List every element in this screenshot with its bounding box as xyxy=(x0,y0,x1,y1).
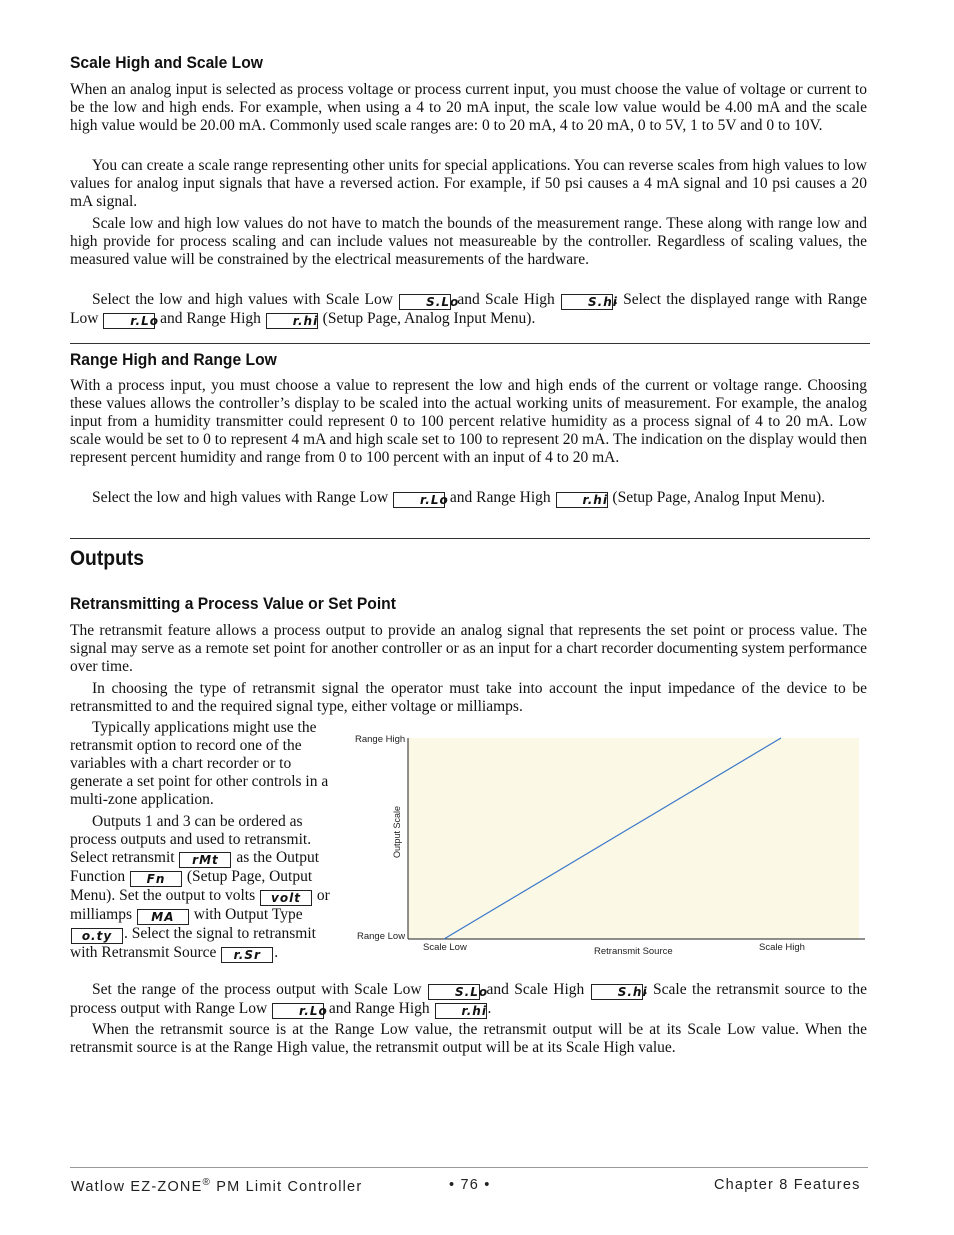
y-axis-label: Output Scale xyxy=(392,805,402,858)
text-run: and Scale High xyxy=(457,291,555,308)
plot-area xyxy=(408,738,859,939)
section-divider xyxy=(70,538,870,539)
text-run: and Range High xyxy=(328,1000,430,1017)
footer-chapter: Chapter 8 Features xyxy=(714,1177,861,1193)
paragraph: With a process input, you must choose a value to represent the low and high ends of the current or voltage range. Choosing these values allows the controller’s display to be scaled into the actual working units of measurement. For example, the analog input from a humidity transmitter could represent 0 to 100 percent relative humidity as a process signal of 4 to 20 mA. Low scale would be set to 0 to represent 4 mA and high scale set to 100 to represent 20 mA. The indication on the display would then represent percent humidity and range from 0 to 100 percent with an input of 4 to 20 mA. xyxy=(70,377,867,466)
paragraph-codes xyxy=(70,813,345,963)
paragraph: Scale low and high low values do not have to match the bounds of the measurement range. These along with range low and high provide for process scaling and can include values not measureable by the controller. Regardless of scaling values, the measured value will be constrained by the electrical measurements of the hardware. xyxy=(70,215,867,268)
paragraph: You can create a scale range representing other units for special applications. You can reverse scales from high values to low values for analog input signals that have a reversed action. For example, if 50 psi causes a 4 mA signal and 10 psi causes a 20 mA signal. xyxy=(70,157,867,210)
footer-product xyxy=(71,1177,362,1195)
section-divider xyxy=(70,343,870,344)
text-run: Outputs 1 and 3 can be ordered as process outputs and used to retransmit. Select retransmit xyxy=(70,813,312,866)
section-heading-scale: Scale High and Scale Low xyxy=(70,53,263,72)
page-number: • 76 • xyxy=(449,1177,491,1193)
display-code-range-low: r.Lo xyxy=(393,492,445,508)
display-code-retransmit: rMt xyxy=(179,852,231,868)
text-column xyxy=(70,719,345,963)
display-code-milliamps: MA xyxy=(137,909,189,925)
display-code-scale-low: S.Lo xyxy=(399,294,451,310)
section-heading-range: Range High and Range Low xyxy=(70,350,277,369)
text-run: Select the low and high values with Scale Low xyxy=(92,291,393,308)
text-run: (Setup Page, Analog Input Menu). xyxy=(322,310,536,327)
display-code-scale-low: S.Lo xyxy=(428,984,480,1000)
display-code-range-low: r.Lo xyxy=(272,1003,324,1019)
footer-brand: Watlow EZ-ZONE xyxy=(71,1178,203,1195)
text-run: and Range High xyxy=(160,310,261,327)
paragraph: In choosing the type of retransmit signal the operator must take into account the input impedance of the device to be retransmitted to and the required signal type, either voltage or milliamps. xyxy=(70,680,867,715)
paragraph-codes xyxy=(70,981,867,1019)
display-code-range-low: r.Lo xyxy=(103,313,155,329)
display-code-volts: volt xyxy=(260,890,312,906)
paragraph: Typically applications might use the retransmit option to record one of the variables with a chart recorder or to generate a set point for other controls in a multi-zone application. xyxy=(70,719,329,808)
x-axis-label: Retransmit Source xyxy=(594,946,673,957)
text-run: and Scale High xyxy=(486,981,585,998)
text-run: as the Output Function xyxy=(70,849,319,885)
text-run: . Select the signal to retransmit with Retransmit Source xyxy=(70,925,316,961)
paragraph: The retransmit feature allows a process output to provide an analog signal that represents the set point or process value. The signal may serve as a remote set point for another controller or as an input for a chart recorder documenting system performance over time. xyxy=(70,622,867,675)
text-run: . xyxy=(487,1000,492,1017)
text-run: and Range High xyxy=(449,489,551,506)
text-run: . Select the displayed range with Range Low xyxy=(70,291,868,327)
text-run: (Setup Page, Analog Input Menu). xyxy=(612,489,826,506)
display-code-output-type: o.ty xyxy=(71,928,123,944)
paragraph-codes xyxy=(70,291,867,329)
paragraph: When the retransmit source is at the Range Low value, the retransmit output will be at its Scale Low value. When the retransmit source is at the Range High value, the retransmit output will be at its Scale High value. xyxy=(70,1021,867,1056)
footer-divider xyxy=(70,1167,868,1168)
display-code-range-high: r.hi xyxy=(435,1003,487,1019)
y-tick-label-high: Range High xyxy=(355,734,406,745)
paragraph-codes xyxy=(70,489,867,508)
display-code-range-high: r.hi xyxy=(266,313,318,329)
display-code-function: Fn xyxy=(130,871,182,887)
text-run: with Output Type xyxy=(193,906,303,923)
display-code-retransmit-source: r.Sr xyxy=(221,947,273,963)
footer-product-name: PM Limit Controller xyxy=(211,1178,363,1195)
text-run: Set the range of the process output with Scale Low xyxy=(92,981,422,998)
retransmit-chart xyxy=(350,725,875,960)
registered-mark: ® xyxy=(202,1177,212,1188)
display-code-scale-high: S.hi xyxy=(561,294,613,310)
paragraph: When an analog input is selected as process voltage or process current input, you must choose the value of voltage or current to be the low and high ends. For example, when using a 4 to 20 mA input, the scale low value would be 4.00 mA and the scale high value would be 20.00 mA. Commonly used scale ranges are: 0 to 20 mA, 4 to 20 mA, 0 to 5V, 1 to 5V and 0 to 10V. xyxy=(70,81,867,134)
display-code-range-high: r.hi xyxy=(556,492,608,508)
section-title-outputs: Outputs xyxy=(70,547,145,570)
text-run: . Scale the retransmit source to the process output with Range Low xyxy=(70,981,867,1017)
text-run: Select the low and high values with Range Low xyxy=(92,489,389,506)
display-code-scale-high: S.hi xyxy=(591,984,643,1000)
x-tick-label-low: Scale Low xyxy=(423,942,467,953)
text-run: or milliamps xyxy=(70,887,330,923)
x-tick-label-high: Scale High xyxy=(759,942,805,953)
text-run: . xyxy=(274,944,279,961)
subsection-heading-retransmit: Retransmitting a Process Value or Set Point xyxy=(70,594,396,613)
y-tick-label-low: Range Low xyxy=(357,931,406,942)
text-run: (Setup Page, Output Menu). Set the output to volts xyxy=(70,868,313,904)
